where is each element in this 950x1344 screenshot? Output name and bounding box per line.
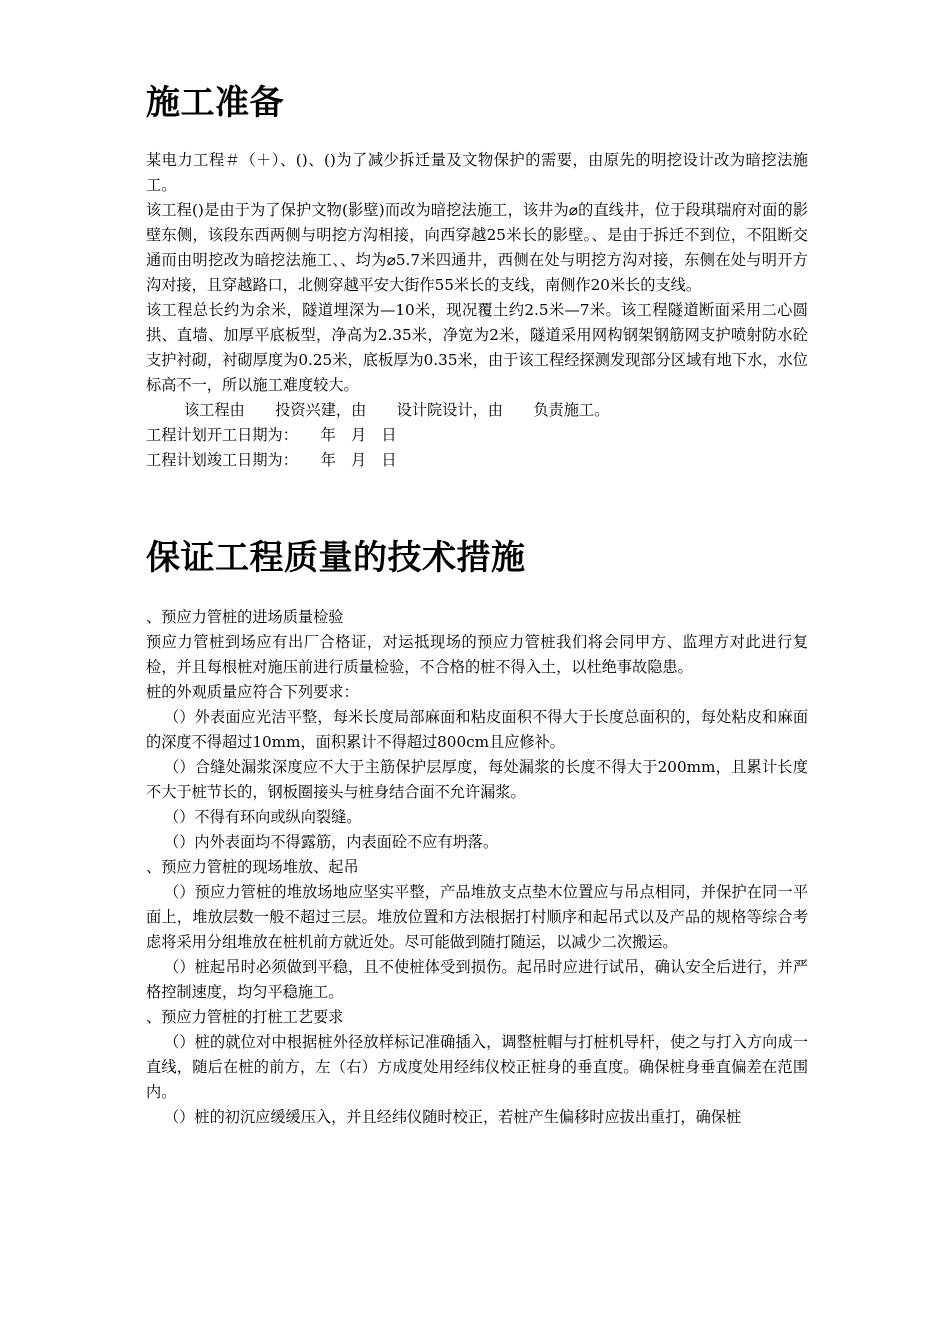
list-item: （）桩的初沉应缓缓压入，并且经纬仪随时校正，若桩产生偏移时应拔出重打，确保桩	[164, 1108, 742, 1126]
subheading: 、预应力管桩的现场堆放、起吊	[146, 858, 359, 876]
list-item: （）预应力管桩的堆放场地应坚实平整，产品堆放支点垫木位置应与吊点相同，并保护在同一平面上，堆放层数一般不超过三层。堆放位置和方法根据打村顺序和起吊式以及产品的规格等综合考虑将采用分组堆放在桩机前方就近处。尽可能做到随打随运，以减少二次搬运。	[146, 883, 808, 951]
list-item: （）桩起吊时必须做到平稳，且不使桩体受到损伤。起吊时应进行试吊，确认安全后进行，并严格控制速度，均匀平稳施工。	[146, 958, 808, 1001]
section-title-quality-measures: 保证工程质量的技术措施	[146, 538, 526, 578]
paragraph: 该工程()是由于为了保护文物(影壁)而改为暗挖法施工，该井为⌀的直线井，位于段琪瑞府对面的影壁东侧，该段东西两侧与明挖方沟相接，向西穿越25米长的影壁。、是由于拆迁不到位，不阻断交通而由明挖改为暗挖法施工、、均为⌀5.7米四通井，西侧在处与明挖方沟对接，东侧在处与明开方沟对接，且穿越路口，北侧穿越平安大街作55米长的支线，南侧作20米长的支线。	[146, 201, 808, 294]
list-item: （）不得有环向或纵向裂缝。	[164, 808, 362, 826]
paragraph: 预应力管桩到场应有出厂合格证，对运抵现场的预应力管桩我们将会同甲方、监理方对此进行复检，并且每根桩对施压前进行质量检验，不合格的桩不得入土，以杜绝事故隐患。	[146, 633, 808, 676]
list-item: （）内外表面均不得露筋，内表面砼不应有坍落。	[164, 833, 499, 851]
document-content	[146, 78, 808, 1130]
subheading: 、预应力管桩的进场质量检验	[146, 608, 344, 626]
planned-start-date: 工程计划开工日期为： 年 月 日	[146, 426, 397, 444]
section-title-construction-preparation: 施工准备	[146, 83, 284, 123]
paragraph: 该工程总长约为余米，隧道埋深为—10米，现况覆土约2.5米—7米。该工程隧道断面采用二心圆拱、直墙、加厚平底板型，净高为2.35米，净宽为2米，隧道采用网构钢架钢筋网支护喷射防水砼支护衬砌，衬砌厚度为0.25米，底板厚为0.35米，由于该工程经探测发现部分区域有地下水，水位标高不一，所以施工难度较大。	[146, 301, 808, 394]
planned-completion-date: 工程计划竣工日期为： 年 月 日	[146, 451, 397, 469]
spacer	[146, 473, 808, 533]
spacer	[146, 128, 808, 148]
list-item: （）桩的就位对中根据桩外径放样标记准确插入，调整桩帽与打桩机导杆，使之与打入方向成一直线，随后在桩的前方，左（右）方成度处用经纬仪校正桩身的垂直度。确保桩身垂直偏差在范围内。	[146, 1033, 808, 1101]
list-item: （）外表面应光洁平整，每米长度局部麻面和粘皮面积不得大于长度总面积的，每处粘皮和麻面的深度不得超过10mm，面积累计不得超过800cm且应修补。	[146, 708, 808, 751]
paragraph-investor-line: 该工程由 投资兴建，由 设计院设计，由 负责施工。	[184, 401, 610, 419]
subheading: 、预应力管桩的打桩工艺要求	[146, 1008, 344, 1026]
spacer	[146, 583, 808, 605]
paragraph: 桩的外观质量应符合下列要求：	[146, 683, 359, 701]
list-item: （）合缝处漏浆深度应不大于主筋保护层厚度，每处漏浆的长度不得大于200mm，且累计长度不大于桩节长的，钢板圈接头与桩身结合面不允许漏浆。	[146, 758, 808, 801]
paragraph: 某电力工程＃（＋）、()、()为了减少拆迁量及文物保护的需要，由原先的明挖设计改为暗挖法施工。	[146, 151, 808, 194]
